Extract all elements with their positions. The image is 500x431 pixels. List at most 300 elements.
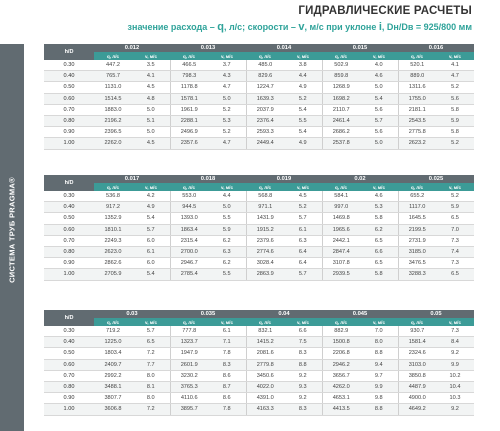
cell-v: 5.7: [132, 224, 170, 235]
cell-v: 10.3: [436, 393, 474, 404]
row-hd: 0.70: [44, 235, 94, 246]
cell-v: 5.3: [360, 202, 398, 213]
table-row: [44, 71, 474, 82]
cell-q: 1178.8: [170, 82, 208, 93]
cell-v: 6.5: [132, 337, 170, 348]
cell-q: 2863.9: [246, 269, 284, 280]
cell-v: 5.9: [436, 202, 474, 213]
row-hd: 0.70: [44, 104, 94, 115]
cell-v: 6.1: [132, 246, 170, 257]
cell-v: 5.2: [284, 93, 322, 104]
row-hd: 0.40: [44, 202, 94, 213]
cell-q: 1698.2: [322, 93, 360, 104]
q-header: q, л/с: [398, 52, 436, 60]
cell-q: 2409.7: [94, 359, 132, 370]
cell-v: 8.8: [284, 359, 322, 370]
table-row: [44, 359, 474, 370]
header-hd: h/D: [44, 310, 94, 326]
q-header: q, л/с: [246, 183, 284, 191]
slope-header: 0.05: [398, 310, 474, 318]
cell-v: 9.2: [284, 393, 322, 404]
q-header: q, л/с: [94, 183, 132, 191]
header-hd: h/D: [44, 175, 94, 191]
cell-v: 5.2: [208, 104, 246, 115]
cell-q: 971.1: [246, 202, 284, 213]
cell-v: 4.9: [284, 138, 322, 149]
cell-q: 2779.8: [246, 359, 284, 370]
cell-q: 777.8: [170, 326, 208, 337]
cell-q: 1500.8: [322, 337, 360, 348]
cell-q: 1469.8: [322, 213, 360, 224]
q-header: q, л/с: [322, 318, 360, 326]
cell-v: 4.6: [360, 191, 398, 202]
cell-v: 7.3: [436, 235, 474, 246]
cell-v: 6.6: [360, 246, 398, 257]
cell-q: 3488.1: [94, 381, 132, 392]
cell-q: 917.2: [94, 202, 132, 213]
cell-q: 2946.2: [322, 359, 360, 370]
cell-v: 5.6: [360, 127, 398, 138]
cell-q: 2199.5: [398, 224, 436, 235]
cell-v: 7.0: [360, 326, 398, 337]
cell-v: 7.3: [436, 258, 474, 269]
slope-header: 0.045: [322, 310, 398, 318]
cell-q: 2081.6: [246, 348, 284, 359]
cell-q: 1803.4: [94, 348, 132, 359]
cell-v: 5.2: [436, 138, 474, 149]
cell-v: 4.7: [208, 82, 246, 93]
cell-q: 2774.6: [246, 246, 284, 257]
row-hd: 0.70: [44, 370, 94, 381]
slope-header: 0.02: [322, 175, 398, 183]
cell-v: 6.1: [208, 326, 246, 337]
cell-q: 944.5: [170, 202, 208, 213]
cell-q: 4022.0: [246, 381, 284, 392]
row-hd: 0.60: [44, 359, 94, 370]
cell-v: 8.8: [360, 348, 398, 359]
q-header: q, л/с: [398, 318, 436, 326]
v-header: v, м/с: [208, 183, 246, 191]
v-header: v, м/с: [360, 52, 398, 60]
cell-q: 3850.8: [398, 370, 436, 381]
cell-v: 8.6: [208, 393, 246, 404]
cell-q: 3028.4: [246, 258, 284, 269]
cell-v: 4.1: [436, 60, 474, 71]
cell-q: 1131.0: [94, 82, 132, 93]
table-row: [44, 202, 474, 213]
cell-q: 1225.0: [94, 337, 132, 348]
cell-v: 5.4: [132, 269, 170, 280]
cell-q: 2623.0: [94, 246, 132, 257]
cell-v: 5.0: [208, 93, 246, 104]
cell-v: 9.8: [360, 393, 398, 404]
q-header: q, л/с: [322, 52, 360, 60]
cell-q: 2181.1: [398, 104, 436, 115]
cell-v: 4.1: [132, 71, 170, 82]
q-header: q, л/с: [170, 183, 208, 191]
cell-q: 466.5: [170, 60, 208, 71]
cell-q: 765.7: [94, 71, 132, 82]
cell-v: 6.0: [132, 258, 170, 269]
cell-q: 2862.6: [94, 258, 132, 269]
cell-q: 2461.4: [322, 115, 360, 126]
cell-q: 655.2: [398, 191, 436, 202]
cell-v: 8.7: [208, 381, 246, 392]
table-row: [44, 104, 474, 115]
row-hd: 0.90: [44, 258, 94, 269]
cell-q: 4163.3: [246, 404, 284, 415]
cell-v: 6.4: [284, 246, 322, 257]
cell-v: 5.6: [360, 104, 398, 115]
v-header: v, м/с: [284, 183, 322, 191]
row-hd: 0.60: [44, 93, 94, 104]
cell-q: 1393.0: [170, 213, 208, 224]
row-hd: 0.90: [44, 127, 94, 138]
cell-v: 8.0: [132, 370, 170, 381]
slope-header: 0.04: [246, 310, 322, 318]
cell-v: 4.0: [360, 60, 398, 71]
cell-q: 3476.5: [398, 258, 436, 269]
slope-header: 0.016: [398, 44, 474, 52]
cell-q: 2775.8: [398, 127, 436, 138]
cell-q: 2731.9: [398, 235, 436, 246]
table-row: [44, 82, 474, 93]
cell-q: 3185.0: [398, 246, 436, 257]
cell-q: 2946.7: [170, 258, 208, 269]
cell-v: 4.5: [284, 191, 322, 202]
cell-q: 2686.2: [322, 127, 360, 138]
v-header: v, м/с: [360, 183, 398, 191]
row-hd: 0.30: [44, 326, 94, 337]
cell-v: 8.3: [208, 359, 246, 370]
cell-q: 485.0: [246, 60, 284, 71]
v-header: v, м/с: [436, 183, 474, 191]
cell-v: 9.2: [284, 370, 322, 381]
cell-q: 2396.5: [94, 127, 132, 138]
cell-v: 9.2: [436, 404, 474, 415]
cell-v: 3.8: [284, 60, 322, 71]
table-row: [44, 370, 474, 381]
cell-v: 10.4: [436, 381, 474, 392]
cell-q: 719.2: [94, 326, 132, 337]
cell-q: 2939.5: [322, 269, 360, 280]
cell-q: 1947.9: [170, 348, 208, 359]
cell-v: 5.5: [208, 269, 246, 280]
cell-v: 5.0: [360, 82, 398, 93]
table-row: [44, 393, 474, 404]
cell-v: 8.3: [284, 404, 322, 415]
cell-q: 1961.9: [170, 104, 208, 115]
cell-q: 4649.2: [398, 404, 436, 415]
cell-q: 2992.2: [94, 370, 132, 381]
cell-q: 3450.6: [246, 370, 284, 381]
cell-v: 3.5: [132, 60, 170, 71]
cell-v: 9.4: [360, 359, 398, 370]
table-row: [44, 326, 474, 337]
cell-q: 2601.9: [170, 359, 208, 370]
row-hd: 1.00: [44, 269, 94, 280]
table-row: [44, 213, 474, 224]
cell-v: 7.1: [208, 337, 246, 348]
q-header: q, л/с: [94, 52, 132, 60]
q-header: q, л/с: [398, 183, 436, 191]
cell-q: 2449.4: [246, 138, 284, 149]
cell-q: 798.3: [170, 71, 208, 82]
cell-q: 4413.5: [322, 404, 360, 415]
cell-v: 6.6: [284, 326, 322, 337]
table-row: [44, 246, 474, 257]
cell-q: 1755.0: [398, 93, 436, 104]
table-row: [44, 381, 474, 392]
cell-v: 4.7: [436, 71, 474, 82]
cell-v: 4.4: [208, 191, 246, 202]
table-row: [44, 337, 474, 348]
table-row: [44, 269, 474, 280]
cell-q: 2785.4: [170, 269, 208, 280]
cell-v: 5.5: [208, 213, 246, 224]
cell-q: 1883.0: [94, 104, 132, 115]
cell-v: 5.4: [132, 213, 170, 224]
cell-q: 1863.4: [170, 224, 208, 235]
row-hd: 0.30: [44, 60, 94, 71]
cell-v: 5.6: [436, 93, 474, 104]
cell-v: 5.5: [284, 115, 322, 126]
cell-q: 520.1: [398, 60, 436, 71]
cell-q: 4487.9: [398, 381, 436, 392]
cell-v: 10.2: [436, 370, 474, 381]
cell-q: 584.1: [322, 191, 360, 202]
cell-v: 7.4: [436, 246, 474, 257]
q-header: q, л/с: [94, 318, 132, 326]
cell-q: 1352.9: [94, 213, 132, 224]
q-header: q, л/с: [246, 52, 284, 60]
cell-v: 5.4: [284, 104, 322, 115]
cell-q: 4391.0: [246, 393, 284, 404]
cell-q: 1514.5: [94, 93, 132, 104]
v-header: v, м/с: [436, 318, 474, 326]
cell-q: 1810.1: [94, 224, 132, 235]
cell-v: 5.8: [360, 213, 398, 224]
cell-q: 2543.5: [398, 115, 436, 126]
cell-q: 882.9: [322, 326, 360, 337]
cell-q: 889.0: [398, 71, 436, 82]
cell-v: 8.1: [132, 381, 170, 392]
slope-header: 0.013: [170, 44, 246, 52]
cell-q: 2847.4: [322, 246, 360, 257]
cell-q: 2705.9: [94, 269, 132, 280]
cell-q: 568.8: [246, 191, 284, 202]
cell-v: 7.5: [284, 337, 322, 348]
cell-v: 6.5: [360, 258, 398, 269]
q-header: q, л/с: [170, 318, 208, 326]
cell-q: 4262.0: [322, 381, 360, 392]
cell-v: 6.3: [208, 246, 246, 257]
row-hd: 0.80: [44, 381, 94, 392]
cell-q: 930.7: [398, 326, 436, 337]
slope-header: 0.03: [94, 310, 170, 318]
cell-v: 5.3: [208, 115, 246, 126]
cell-q: 2037.9: [246, 104, 284, 115]
cell-q: 2249.3: [94, 235, 132, 246]
cell-q: 3895.7: [170, 404, 208, 415]
cell-q: 2324.6: [398, 348, 436, 359]
cell-v: 5.2: [208, 127, 246, 138]
cell-q: 1645.5: [398, 213, 436, 224]
cell-q: 2206.8: [322, 348, 360, 359]
cell-q: 1581.4: [398, 337, 436, 348]
row-hd: 0.50: [44, 82, 94, 93]
cell-q: 1965.6: [322, 224, 360, 235]
cell-q: 1323.7: [170, 337, 208, 348]
cell-q: 859.8: [322, 71, 360, 82]
cell-v: 6.5: [436, 213, 474, 224]
row-hd: 0.40: [44, 71, 94, 82]
cell-v: 4.9: [132, 202, 170, 213]
table-row: [44, 60, 474, 71]
table-row: [44, 127, 474, 138]
cell-v: 5.0: [132, 127, 170, 138]
cell-q: 2496.9: [170, 127, 208, 138]
cell-v: 7.3: [436, 326, 474, 337]
cell-v: 5.0: [132, 104, 170, 115]
cell-q: 3807.7: [94, 393, 132, 404]
cell-q: 2442.1: [322, 235, 360, 246]
v-header: v, м/с: [132, 183, 170, 191]
v-header: v, м/с: [208, 52, 246, 60]
cell-v: 5.7: [360, 115, 398, 126]
cell-v: 8.0: [360, 337, 398, 348]
cell-v: 5.7: [284, 213, 322, 224]
cell-v: 4.5: [132, 82, 170, 93]
cell-v: 5.8: [360, 269, 398, 280]
cell-q: 1415.2: [246, 337, 284, 348]
cell-q: 3656.7: [322, 370, 360, 381]
q-header: q, л/с: [170, 52, 208, 60]
cell-v: 6.2: [208, 258, 246, 269]
cell-q: 2537.8: [322, 138, 360, 149]
cell-v: 4.5: [132, 138, 170, 149]
cell-v: 7.2: [132, 404, 170, 415]
cell-q: 4900.0: [398, 393, 436, 404]
slope-header: 0.025: [398, 175, 474, 183]
page-subtitle: значение расхода – q, л/с; скорости – v, м/с при уклоне i, Dн/Dв = 925/800 мм: [127, 21, 472, 33]
cell-v: 5.8: [436, 127, 474, 138]
cell-q: 2110.7: [322, 104, 360, 115]
cell-v: 4.6: [360, 71, 398, 82]
cell-q: 1117.0: [398, 202, 436, 213]
table-row: [44, 404, 474, 415]
cell-q: 1431.9: [246, 213, 284, 224]
cell-v: 9.9: [360, 381, 398, 392]
cell-q: 4653.1: [322, 393, 360, 404]
cell-v: 7.8: [208, 348, 246, 359]
cell-v: 5.2: [284, 202, 322, 213]
q-header: q, л/с: [322, 183, 360, 191]
cell-q: 2376.4: [246, 115, 284, 126]
cell-q: 2262.0: [94, 138, 132, 149]
table-row: [44, 115, 474, 126]
cell-v: 6.2: [360, 224, 398, 235]
cell-v: 5.0: [208, 202, 246, 213]
cell-q: 2288.1: [170, 115, 208, 126]
cell-q: 2357.6: [170, 138, 208, 149]
slope-header: 0.012: [94, 44, 170, 52]
hydraulic-table-3: [44, 310, 474, 416]
cell-v: 7.7: [132, 359, 170, 370]
cell-v: 7.2: [132, 348, 170, 359]
cell-v: 4.4: [284, 71, 322, 82]
cell-v: 6.5: [360, 235, 398, 246]
v-header: v, м/с: [208, 318, 246, 326]
cell-v: 4.8: [132, 93, 170, 104]
cell-q: 2196.2: [94, 115, 132, 126]
cell-v: 5.2: [436, 191, 474, 202]
slope-header: 0.017: [94, 175, 170, 183]
cell-q: 1578.1: [170, 93, 208, 104]
row-hd: 1.00: [44, 404, 94, 415]
row-hd: 1.00: [44, 138, 94, 149]
cell-q: 553.0: [170, 191, 208, 202]
row-hd: 0.90: [44, 393, 94, 404]
cell-q: 997.0: [322, 202, 360, 213]
cell-q: 832.1: [246, 326, 284, 337]
cell-v: 6.4: [284, 258, 322, 269]
cell-q: 3103.0: [398, 359, 436, 370]
cell-v: 6.3: [284, 235, 322, 246]
cell-v: 4.3: [208, 71, 246, 82]
cell-q: 502.9: [322, 60, 360, 71]
slope-header: 0.018: [170, 175, 246, 183]
cell-v: 7.0: [436, 224, 474, 235]
v-header: v, м/с: [132, 52, 170, 60]
row-hd: 0.30: [44, 191, 94, 202]
cell-v: 9.2: [436, 348, 474, 359]
cell-v: 8.3: [284, 348, 322, 359]
v-header: v, м/с: [284, 52, 322, 60]
hydraulic-table-2: [44, 175, 474, 281]
cell-v: 9.7: [360, 370, 398, 381]
cell-v: 8.0: [132, 393, 170, 404]
cell-q: 536.8: [94, 191, 132, 202]
cell-q: 3765.3: [170, 381, 208, 392]
cell-v: 8.6: [208, 370, 246, 381]
v-header: v, м/с: [436, 52, 474, 60]
q-header: q, л/с: [246, 318, 284, 326]
cell-q: 3107.8: [322, 258, 360, 269]
slope-header: 0.019: [246, 175, 322, 183]
cell-v: 5.4: [360, 93, 398, 104]
cell-q: 1224.7: [246, 82, 284, 93]
cell-q: 4110.6: [170, 393, 208, 404]
slope-header: 0.014: [246, 44, 322, 52]
table-row: [44, 224, 474, 235]
cell-v: 5.1: [132, 115, 170, 126]
cell-v: 5.7: [284, 269, 322, 280]
cell-v: 5.2: [436, 82, 474, 93]
cell-v: 5.7: [132, 326, 170, 337]
hydraulic-table-1: [44, 44, 474, 150]
cell-v: 6.1: [284, 224, 322, 235]
cell-q: 1915.2: [246, 224, 284, 235]
cell-v: 5.9: [436, 115, 474, 126]
cell-q: 2379.6: [246, 235, 284, 246]
cell-q: 3230.2: [170, 370, 208, 381]
cell-v: 5.9: [208, 224, 246, 235]
cell-q: 447.2: [94, 60, 132, 71]
cell-q: 2315.4: [170, 235, 208, 246]
header-hd: h/D: [44, 44, 94, 60]
cell-v: 8.4: [436, 337, 474, 348]
